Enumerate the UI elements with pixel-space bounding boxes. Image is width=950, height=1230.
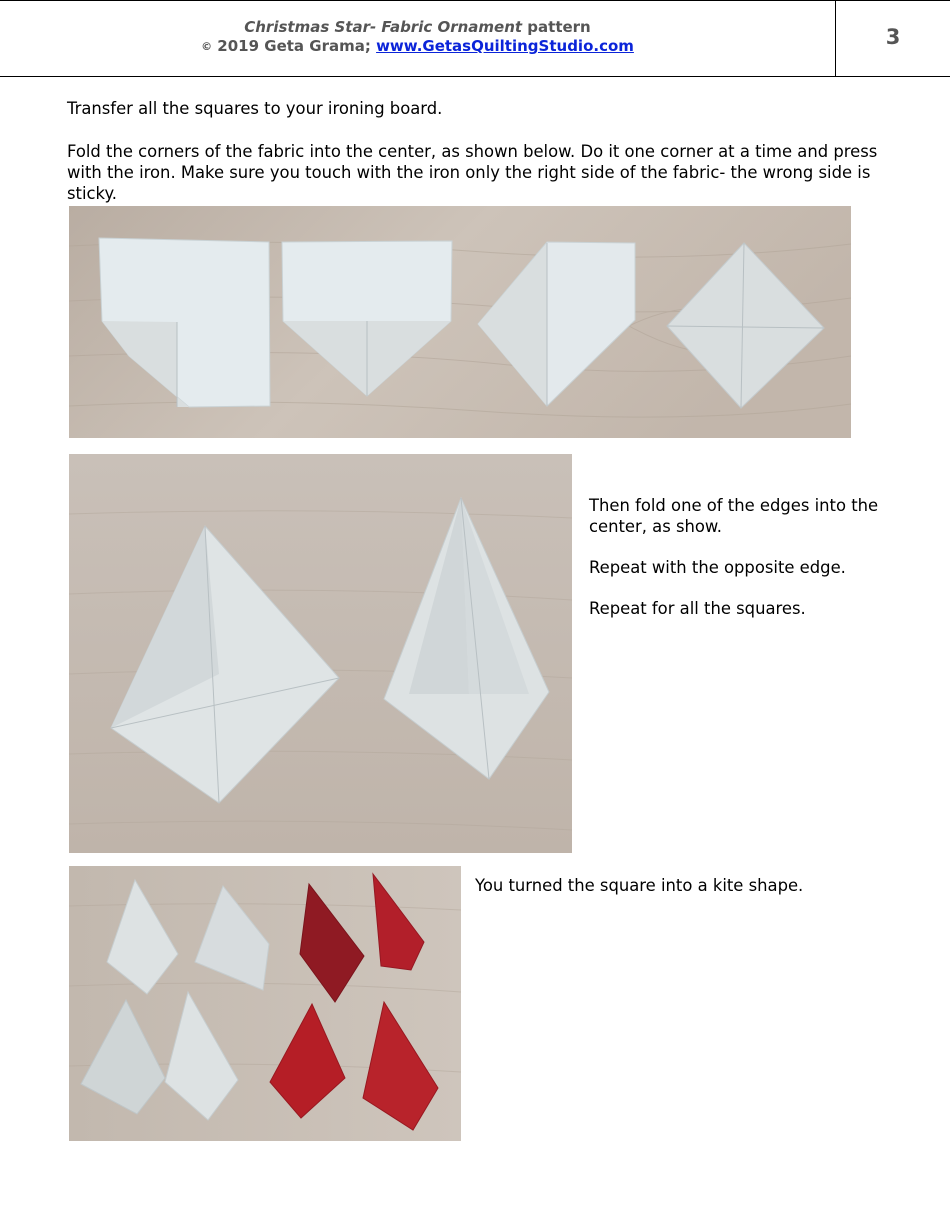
page-number: 3 xyxy=(885,25,901,49)
instruction-kite-result: You turned the square into a kite shape. xyxy=(475,876,804,895)
document-title xyxy=(244,18,590,37)
instruction-repeat-squares: Repeat for all the squares. xyxy=(589,599,806,618)
instruction-repeat-edge: Repeat with the opposite edge. xyxy=(589,558,846,577)
instruction-fold-edges: Then fold one of the edges into the center, as show. xyxy=(589,496,879,536)
instruction-fold-corners: Fold the corners of the fabric into the center, as shown below. Do it one corner at a time and press with the iron. Make sure you touch with the iron only the right side of the fabric- the wrong side is sticky. xyxy=(67,142,878,203)
title-suffix: pattern xyxy=(522,18,591,36)
page-header xyxy=(0,0,950,77)
photo-edge-folds xyxy=(69,454,572,853)
title-italic: Christmas Star- Fabric Ornament xyxy=(244,18,523,36)
photo-folding-corners xyxy=(69,206,851,438)
instruction-transfer: Transfer all the squares to your ironing board. xyxy=(67,99,443,118)
header-title-block xyxy=(0,1,836,77)
copyright-icon: © xyxy=(201,40,213,53)
copyright-text: 2019 Geta Grama; xyxy=(212,37,377,55)
photo-kite-shapes xyxy=(69,866,461,1141)
copyright-line xyxy=(201,37,634,56)
website-link[interactable]: www.GetasQuiltingStudio.com xyxy=(376,37,634,55)
